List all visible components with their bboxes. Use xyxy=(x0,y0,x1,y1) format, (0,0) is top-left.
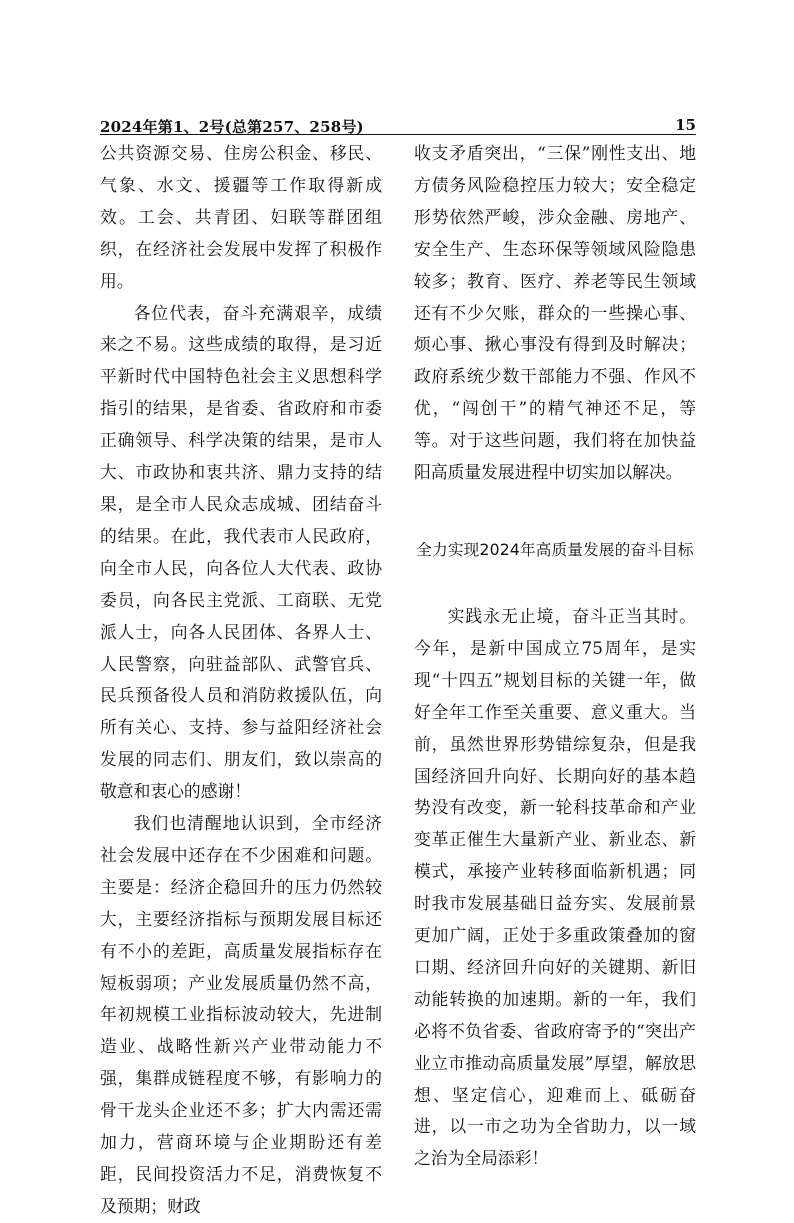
page-header xyxy=(100,112,696,136)
issue-info: 2024年第1、2号(总第257、258号) xyxy=(100,118,364,136)
page-number: 15 xyxy=(675,116,696,134)
section-heading: 全力实现2024年高质量发展的奋斗目标 xyxy=(416,540,694,559)
paragraph-problems: 我们也清醒地认识到，全市经济社会发展中还存在不少困难和问题。主要是：经济企稳回升的压力仍然较大，主要经济指标与预期发展目标还有不小的差距，高质量发展指标存在短板弱项；产业发展质量仍然不高，年初规模工业指标波动较大，先进制造业、战略性新兴产业带动能力不强，集群成链程度不够，有影响力的骨干龙头企业还不多；扩大内需还需加力，营商环境与企业期盼还有差距，民间投资活力不足，消费恢复不及预期；财政 xyxy=(100,813,382,1216)
paragraph-continuation: 公共资源交易、住房公积金、移民、气象、水文、援疆等工作取得新成效。工会、共青团、妇联等群团组织，在经济社会发展中发挥了积极作用。 xyxy=(100,143,382,291)
paragraph-acknowledgement: 各位代表，奋斗充满艰辛，成绩来之不易。这些成绩的取得，是习近平新时代中国特色社会主义思想科学指引的结果，是省委、省政府和市委正确领导、科学决策的结果，是市人大、市政协和衷共济、鼎力支持的结果，是全市人民众志成城、团结奋斗的结果。在此，我代表市人民政府，向全市人民，向各位人大代表、政协委员，向各民主党派、工商联、无党派人士，向各人民团体、各界人士、人民警察，向驻益部队、武警官兵、民兵预备役人员和消防救援队伍，向所有关心、支持、参与益阳经济社会发展的同志们、朋友们，致以崇高的敬意和衷心的感谢！ xyxy=(100,302,382,802)
paragraph-problems-continued: 收支矛盾突出，“三保”刚性支出、地方债务风险稳控压力较大；安全稳定形势依然严峻，涉众金融、房地产、安全生产、生态环保等领域风险隐患较多；教育、医疗、养老等民生领域还有不少欠账，群众的一些操心事、烦心事、揪心事没有得到及时解决；政府系统少数干部能力不强、作风不优，“闯创干”的精气神还不足，等等。对于这些问题，我们将在加快益阳高质量发展进程中切实加以解决。 xyxy=(414,143,696,483)
left-column xyxy=(100,138,382,1223)
right-column xyxy=(414,138,696,1175)
paragraph-goals: 实践永无止境，奋斗正当其时。今年，是新中国成立75周年，是实现“十四五”规划目标的关键一年，做好全年工作至关重要、意义重大。当前，虽然世界形势错综复杂，但是我国经济回升向好、长期向好的基本趋势没有改变，新一轮科技革命和产业变革正催生大量新产业、新业态、新模式，承接产业转移面临新机遇；同时我市发展基础日益夯实、发展前景更加广阔，正处于多重政策叠加的窗口期、经济回升向好的关键期、新旧动能转换的加速期。新的一年，我们必将不负省委、省政府寄予的“突出产业立市推动高质量发展”厚望，解放思想、坚定信心，迎难而上、砥砺奋进，以一市之功为全省助力，以一域之治为全局添彩！ xyxy=(414,605,696,1169)
header-rule xyxy=(100,134,696,135)
